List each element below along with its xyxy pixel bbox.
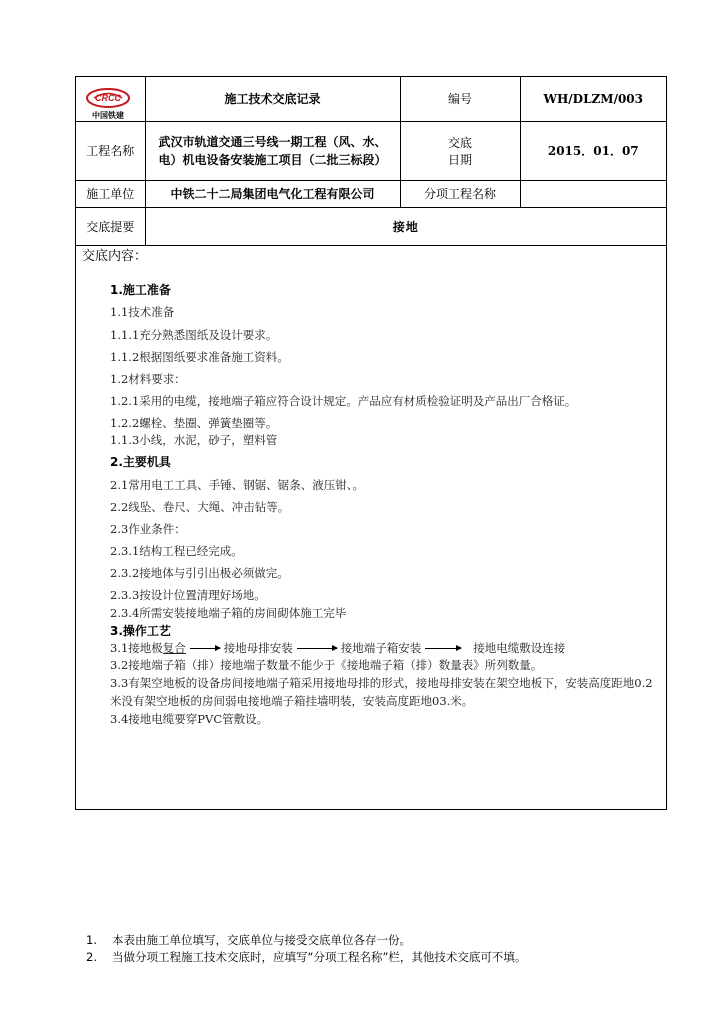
flow-step: 接地母排安装 (223, 641, 293, 656)
content-line: 1.1.1充分熟悉图纸及设计要求。 (110, 327, 278, 342)
section-heading: 3.操作工艺 (110, 623, 171, 638)
form-title: 施工技术交底记录 (145, 77, 400, 121)
content-line: 2.3.3按设计位置清理好场地。 (110, 588, 266, 603)
logo-text: 中国铁建 (92, 111, 124, 120)
code-label: 编号 (400, 77, 520, 121)
content-line: 1.1.3小线，水泥，砂子，塑料管 (110, 433, 278, 448)
section-heading: 2.主要机具 (110, 455, 171, 470)
date-label (400, 121, 520, 180)
content-line: 2.1常用电工工具、手锤、钢锯、锯条、液压钳、。 (110, 477, 365, 492)
content-line: 1.2.2螺栓、垫圈、弹簧垫圈等。 (110, 415, 278, 430)
footer-notes (86, 932, 526, 965)
content-line: 3.4接地电缆要穿PVC管敷设。 (110, 711, 269, 726)
project-label: 工程名称 (76, 121, 145, 180)
content-line: 2.3.1结构工程已经完成。 (110, 544, 243, 559)
flow-step: 复合 (162, 641, 186, 656)
content-line: 1.2.1采用的电缆，接地端子箱应符合设计规定。产品应有材质检验证明及产品出厂合格证。 (110, 393, 577, 408)
content-line: 1.1技术准备 (110, 305, 175, 320)
content-line: 3.2接地端子箱（排）接地端子数量不能少于《接地端子箱（排）数量表》所列数量。 (110, 658, 543, 673)
flow-step: 接地端子箱安装 (340, 641, 422, 656)
flow-step: 接地电缆敷设连接 (473, 641, 566, 656)
sub-project-label: 分项工程名称 (400, 180, 520, 207)
summary-value: 接地 (145, 207, 666, 245)
project-name: 武汉市轨道交通三号线一期工程（风、水、电）机电设备安装施工项目（二批三标段） (145, 121, 400, 180)
content-line: 2.3作业条件： (110, 522, 186, 537)
form-header-table (76, 77, 666, 246)
content-line: 2.3.4所需安装接地端子箱的房间砌体施工完毕 (110, 605, 347, 620)
summary-label: 交底提要 (76, 207, 145, 245)
date-label-line1: 交底 (447, 135, 472, 150)
arrow-icon (425, 648, 461, 649)
content-label: 交底内容： (82, 248, 148, 264)
content-line: 2.3.2接地体与引引出极必须做完。 (110, 566, 289, 581)
crcc-logo-icon (84, 87, 132, 109)
code-value: WH/DLZM/003 (520, 77, 666, 121)
arrow-icon (190, 648, 220, 649)
date-value: 2015．01．07 (520, 121, 666, 180)
content-line: 3.3有架空地板的设备房间接地端子箱采用接地母排的形式，接地母排安装在架空地板下，安装高度距地0.2米没有架空地板的房间弱电接地端子箱挂墙明装，安装高度距地03.米。 (110, 676, 653, 709)
disclosure-form (75, 76, 667, 810)
section-heading: 1.施工准备 (110, 282, 171, 297)
unit-value: 中铁二十二局集团电气化工程有限公司 (145, 180, 400, 207)
note-item: 1. 本表由施工单位填写，交底单位与接受交底单位各存一份。 (86, 933, 411, 947)
svg-text:CRCC: CRCC (95, 93, 121, 103)
unit-label: 施工单位 (76, 180, 145, 207)
process-flow (110, 640, 660, 656)
content-line: 2.2线坠、卷尺、大绳、冲击钻等。 (110, 500, 290, 515)
arrow-icon (297, 648, 337, 649)
disclosure-content (76, 246, 666, 729)
note-item: 2. 当做分项工程施工技术交底时，应填写“分项工程名称”栏，其他技术交底可不填。 (86, 949, 527, 964)
date-label-line2: 日期 (447, 152, 472, 167)
content-line: 1.2材料要求： (110, 371, 186, 386)
flow-prefix: 3.1接地极 (110, 641, 163, 656)
content-line: 1.1.2根据图纸要求准备施工资料。 (110, 349, 289, 364)
logo-cell (76, 77, 145, 121)
crcc-logo (84, 87, 132, 121)
sub-project-value (520, 180, 666, 207)
